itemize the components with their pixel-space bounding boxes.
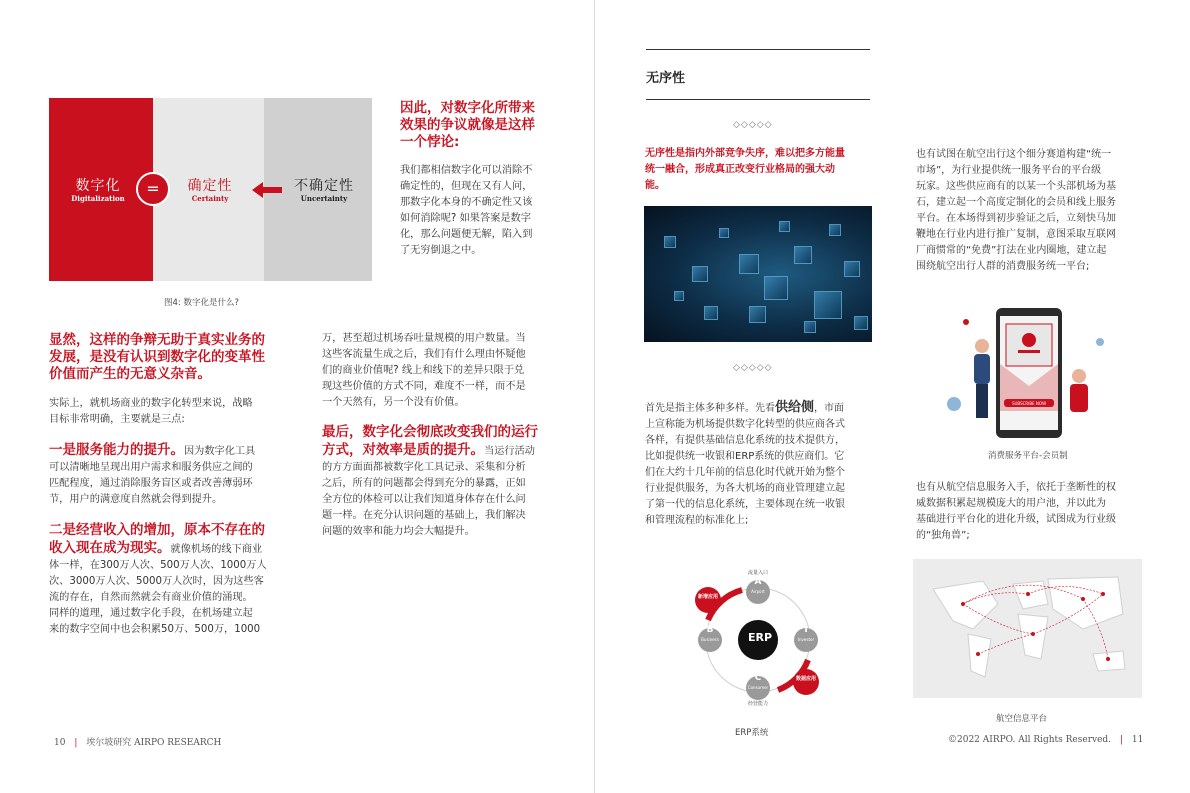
equals-icon: = bbox=[136, 172, 170, 206]
point1-paragraph: 一是服务能力的提升。因为数字化工具 可以清晰地呈现出用户需求和服务供应之间的 匹配程度，通过消除服务盲区或者改善薄弱环 节，用户的满意度自然就会得到提升。 bbox=[49, 442, 256, 505]
phone-caption: 消费服务平台-会员制 bbox=[988, 451, 1068, 461]
uncertainty-label-en: Uncertainty bbox=[300, 194, 348, 203]
membership-phone-illustration bbox=[944, 306, 1114, 441]
section-rule-top bbox=[646, 49, 870, 50]
column2-continuation: 万，甚至超过机场吞吐量规模的用户数量。当 这些客流量生成之后，我们有什么理由怀疑他 们的商业价值呢? 线上和线下的差异只限于兑 现这些价值的方式不同，难度不一样，而不是 一个天然有，另一个没有价值。 bbox=[322, 333, 526, 408]
arrow-left-icon bbox=[252, 182, 282, 198]
intro-red-paragraph: 无序性是指内外部竞争失序，难以把多方能量 统一融合，形成真正改变行业格局的强大动 能。 bbox=[645, 148, 845, 191]
figure-digitalization-diagram bbox=[49, 98, 372, 281]
erp-bottom-label: 经营能力 bbox=[747, 701, 768, 707]
figure-caption: 图4: 数字化是什么? bbox=[164, 298, 239, 308]
aviation-data-paragraph: 也有从航空信息服务入手，依托于垄断性的权 威数据积累起规模庞大的用户池，并以此为 基础进行平台化的进化升级，试图成为行业级 的“独角兽”; bbox=[916, 482, 1116, 541]
quote-body: 我们都相信数字化可以消除不 确定性的，但现在又有人问， 那数字化本身的不确定性又该 如何消除呢? 如果答案是数字 化，那么问题便无解，陷入到 了无穷倒退之中。 bbox=[400, 165, 533, 256]
map-caption: 航空信息平台 bbox=[996, 714, 1048, 724]
erp-node-i: I bbox=[804, 625, 808, 635]
erp-node-b-word: Business bbox=[701, 637, 719, 642]
digitalization-label-en: Digitalization bbox=[71, 194, 125, 203]
point2-title-line2: 收入现在成为现实。 bbox=[49, 540, 171, 556]
uncertainty-label: 不确定性 bbox=[294, 178, 354, 194]
point2-paragraph: 二是经营收入的增加，原本不存在的 收入现在成为现实。就像机场的线下商业 体一样，在300万人次、500万人次、1000万人 次、3000万人次、5000万人次时，因为这些客 流的存在，自然而然就会有商业价值的涌现。 同样的道理，通过数字化手段，在机场建立起 来的数字空间中也会积累50万、500万，1000 bbox=[49, 522, 267, 635]
point3-paragraph: 最后，数字化会彻底改变我们的运行 方式，对效率是质的提升。当运行活动 的方方面面都被数字化工具记录、采集和分析 之后，所有的问题都会得到充分的暴露，正如 全方位的体检可以让我们知道身体存在什么问 题一样。在充分认识问题的基础上，我们解决 问题的效率和能力均会大幅提升。 bbox=[322, 424, 538, 537]
diamond-divider: ◇◇◇◇◇ bbox=[733, 120, 773, 130]
erp-node-b: B bbox=[706, 625, 714, 635]
page-number-right: 11 bbox=[1131, 735, 1144, 745]
section-rule-bottom bbox=[646, 99, 870, 100]
certainty-label-en: Certainty bbox=[191, 194, 229, 203]
erp-tag-data-apps: 数据应用 bbox=[796, 676, 817, 682]
world-map-routes bbox=[913, 559, 1142, 698]
quote-headline: 因此，对数字化所带来 效果的争议就像是这样 一个悖论: bbox=[400, 100, 535, 150]
footer-right: ©2022 AIRPO. All Rights Reserved. | 11 bbox=[948, 735, 1144, 745]
section-title: 无序性 bbox=[646, 71, 686, 86]
digitalization-label: 数字化 bbox=[75, 178, 121, 194]
footer-left: 10 | 埃尔坡研究 AIRPO RESEARCH bbox=[54, 738, 222, 748]
erp-caption: ERP系统 bbox=[735, 728, 769, 738]
erp-node-a-word: Airport bbox=[751, 589, 765, 594]
erp-node-i-word: Investor bbox=[797, 637, 815, 642]
copyright: ©2022 AIRPO. All Rights Reserved. bbox=[948, 735, 1112, 745]
digital-cubes-image bbox=[644, 206, 872, 342]
page-number-left: 10 bbox=[54, 738, 66, 748]
platform-paragraph: 也有试图在航空出行这个细分赛道构建“统一 市场”，为行业提供统一服务平台的平台级 玩家。这些供应商有的以某一个头部机场为基 石，建立起一个高度定制化的会员和线上服务 平台。在本场得到初步验证之后，立刻快马加 鞭地在行业内进行推广复制，意图采取互联网 厂商惯常的“免费”打法在业内圈地，建立起 围绕航空出行人群的消费服务统一平台; bbox=[916, 149, 1116, 272]
diamond-divider-2: ◇◇◇◇◇ bbox=[733, 363, 773, 373]
aviation-world-map bbox=[913, 559, 1142, 698]
erp-node-c-word: Consumer bbox=[747, 685, 769, 690]
point1-title: 一是服务能力的提升。 bbox=[49, 442, 184, 458]
page-spread-divider bbox=[594, 0, 595, 793]
subscribe-now-button: SUBSCRIBE NOW bbox=[1011, 401, 1047, 406]
erp-top-label: 流量入口 bbox=[747, 570, 768, 576]
point3-title-line1: 最后，数字化会彻底改变我们的运行 bbox=[322, 424, 538, 440]
column1-headline: 显然，这样的争辩无助于真实业务的 发展，是没有认识到数字化的变革性 价值而产生的无意义杂音。 bbox=[49, 332, 265, 382]
certainty-label: 确定性 bbox=[187, 178, 233, 194]
point3-title-line2: 方式，对效率是质的提升。 bbox=[322, 442, 484, 458]
footer-brand: 埃尔坡研究 AIRPO RESEARCH bbox=[86, 738, 222, 748]
point2-title-line1: 二是经营收入的增加，原本不存在的 bbox=[49, 522, 265, 538]
supply-side-paragraph: 首先是指主体多种多样。先看供给侧，市面 上宣称能为机场提供数字化转型的供应商各式 各样，有提供基础信息化系统的技术提供方， 比如提供统一收银和ERP系统的供应商们。它 们在大约十几年前的信息化时代就开始为整个 行业提供服务，为各大机场的商业管理建立起 了第一代的信息化系统，主要体现在统一收银 和管理流程的标准化上; bbox=[645, 400, 845, 526]
erp-tag-new-apps: 新增应用 bbox=[698, 594, 719, 600]
column1-intro: 实际上，就机场商业的数字化转型来说，战略 目标非常明确，主要就是三点: bbox=[49, 398, 253, 425]
erp-center-label: ERP bbox=[748, 631, 773, 644]
erp-node-a: A bbox=[754, 577, 762, 587]
erp-node-c: C bbox=[754, 673, 762, 683]
